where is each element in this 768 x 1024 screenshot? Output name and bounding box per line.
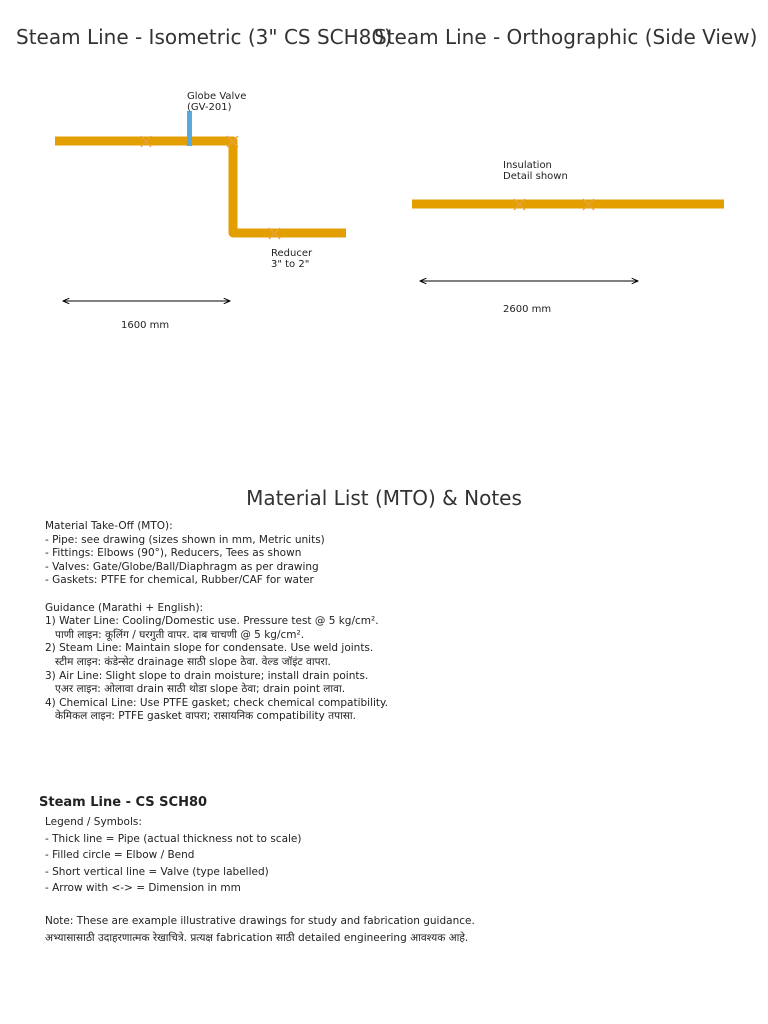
orthographic-title: Steam Line - Orthographic (Side View) bbox=[374, 25, 758, 49]
insulation-label bbox=[503, 160, 568, 182]
legend-line: - Thick line = Pipe (actual thickness not to scale) bbox=[45, 832, 302, 845]
legend-line: - Arrow with <-> = Dimension in mm bbox=[45, 882, 241, 895]
mto-line: - Pipe: see drawing (sizes shown in mm, Metric units) bbox=[45, 533, 325, 546]
guidance-line: 2) Steam Line: Maintain slope for condensate. Use weld joints. bbox=[45, 642, 374, 655]
legend-section-title: Steam Line - CS SCH80 bbox=[39, 795, 208, 810]
legend-line: - Short vertical line = Valve (type labelled) bbox=[45, 865, 269, 878]
mto-notes bbox=[45, 520, 388, 724]
guidance-line: स्टीम लाइन: कंडेन्सेट drainage साठी slope ठेवा. वेल्ड जॉइंट वापरा. bbox=[45, 655, 331, 668]
guidance-line: Guidance (Marathi + English): bbox=[45, 601, 204, 614]
fitting-marks-isometric bbox=[141, 136, 280, 239]
isometric-title: Steam Line - Isometric (3" CS SCH80) bbox=[16, 25, 392, 49]
mto-line: - Valves: Gate/Globe/Ball/Diaphragm as per drawing bbox=[45, 560, 319, 573]
disclaimer-note bbox=[45, 913, 475, 946]
orthographic-dimension-label: 2600 mm bbox=[503, 304, 552, 315]
mto-line: Material Take-Off (MTO): bbox=[45, 520, 173, 532]
guidance-line: केमिकल लाइन: PTFE gasket वापरा; रासायनिक compatibility तपासा. bbox=[45, 710, 356, 723]
guidance-line: एअर लाइन: ओलावा drain साठी थोडा slope ठेवा; drain point लावा. bbox=[45, 683, 346, 696]
legend-line: Legend / Symbols: bbox=[45, 816, 142, 828]
valve-label bbox=[187, 91, 246, 113]
valve-label-line-2: (GV-201) bbox=[187, 102, 232, 113]
mto-line: - Gaskets: PTFE for chemical, Rubber/CAF for water bbox=[45, 574, 314, 587]
legend-list bbox=[45, 814, 301, 897]
insulation-label-line-2: Detail shown bbox=[503, 171, 568, 182]
notes-section-title: Material List (MTO) & Notes bbox=[246, 486, 522, 510]
isometric-pipe bbox=[55, 141, 346, 233]
mto-line: - Fittings: Elbows (90°), Reducers, Tees as shown bbox=[45, 547, 302, 560]
valve-label-line-1: Globe Valve bbox=[187, 91, 247, 102]
isometric-dimension-label: 1600 mm bbox=[121, 320, 170, 331]
disclaimer-line-marathi: अभ्यासासाठी उदाहरणात्मक रेखाचित्रे. प्रत्यक्ष fabrication साठी detailed engineering आवश्यक आहे. bbox=[45, 931, 469, 944]
insulation-label-line-1: Insulation bbox=[503, 160, 552, 171]
globe-valve-marker bbox=[187, 111, 192, 146]
guidance-line: 4) Chemical Line: Use PTFE gasket; check chemical compatibility. bbox=[45, 696, 389, 709]
reducer-label-line-2: 3" to 2" bbox=[271, 259, 310, 270]
piping-drawings bbox=[0, 0, 768, 340]
mto-line bbox=[45, 588, 388, 602]
legend-line: - Filled circle = Elbow / Bend bbox=[45, 849, 195, 862]
guidance-line: पाणी लाइन: कूलिंग / घरगुती वापर. दाब चाचणी @ 5 kg/cm². bbox=[45, 628, 305, 641]
guidance-line: 3) Air Line: Slight slope to drain moisture; install drain points. bbox=[45, 669, 369, 682]
disclaimer-line-english: Note: These are example illustrative drawings for study and fabrication guidance. bbox=[45, 915, 475, 927]
reducer-label-line-1: Reducer bbox=[271, 248, 313, 259]
reducer-label bbox=[271, 248, 312, 270]
guidance-line: 1) Water Line: Cooling/Domestic use. Pressure test @ 5 kg/cm². bbox=[45, 615, 379, 628]
